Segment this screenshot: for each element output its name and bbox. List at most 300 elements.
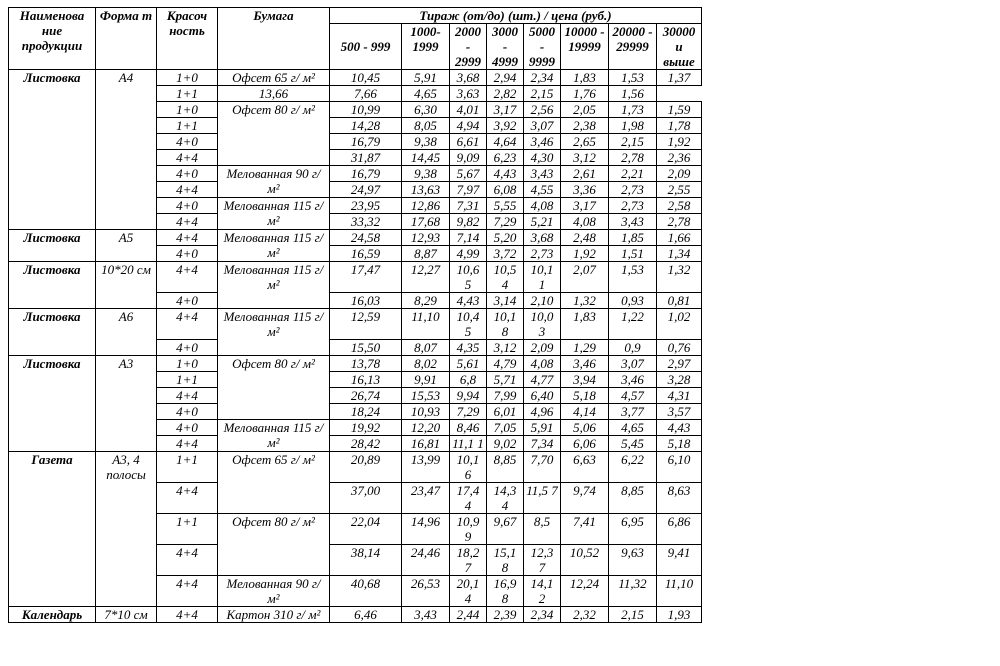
price-cell: 11,32 xyxy=(609,576,657,607)
price-cell: 14,96 xyxy=(402,514,450,545)
price-cell: 0,76 xyxy=(657,340,702,356)
price-cell: 5,55 xyxy=(487,198,524,214)
price-cell: 17,47 xyxy=(330,262,402,293)
price-cell: 3,92 xyxy=(487,118,524,134)
price-cell: 12,27 xyxy=(402,262,450,293)
price-cell: 2,05 xyxy=(561,102,609,118)
price-cell: 13,66 xyxy=(218,86,330,102)
price-cell: 1,66 xyxy=(657,230,702,246)
price-cell: 4,43 xyxy=(450,293,487,309)
price-cell: 7,97 xyxy=(450,182,487,198)
price-cell: 9,74 xyxy=(561,483,609,514)
header-range: 10000 - 19999 xyxy=(561,24,609,70)
price-cell: 10,1 6 xyxy=(450,452,487,483)
price-cell: 12,3 7 xyxy=(524,545,561,576)
price-cell: 5,18 xyxy=(657,436,702,452)
price-cell: 4,08 xyxy=(524,198,561,214)
format-cell: А3 xyxy=(96,356,157,452)
product-name-cell: Листовка xyxy=(9,309,96,356)
price-cell: 10,45 xyxy=(330,70,402,86)
price-cell: 2,82 xyxy=(487,86,524,102)
color-cell: 4+4 xyxy=(157,182,218,198)
price-cell: 9,82 xyxy=(450,214,487,230)
price-cell: 2,10 xyxy=(524,293,561,309)
price-cell: 1,98 xyxy=(609,118,657,134)
product-name-cell: Листовка xyxy=(9,230,96,262)
header-product: Наименова ние продукции xyxy=(9,8,96,70)
header-range: 2000 - 2999 xyxy=(450,24,487,70)
price-cell: 4,99 xyxy=(450,246,487,262)
paper-cell: Офсет 80 г/ м² xyxy=(218,514,330,576)
price-cell: 2,36 xyxy=(657,150,702,166)
price-cell: 4,79 xyxy=(487,356,524,372)
price-cell: 8,5 xyxy=(524,514,561,545)
price-cell: 19,92 xyxy=(330,420,402,436)
product-name-cell: Календарь xyxy=(9,607,96,623)
price-cell: 1,73 xyxy=(609,102,657,118)
product-name-cell: Газета xyxy=(9,452,96,607)
price-cell: 37,00 xyxy=(330,483,402,514)
price-cell: 12,86 xyxy=(402,198,450,214)
price-cell: 14,45 xyxy=(402,150,450,166)
price-cell: 7,41 xyxy=(561,514,609,545)
table-row xyxy=(9,309,702,340)
color-cell: 4+4 xyxy=(157,230,218,246)
price-cell: 2,97 xyxy=(657,356,702,372)
header-range: 5000 - 9999 xyxy=(524,24,561,70)
price-cell: 9,91 xyxy=(402,372,450,388)
table-row xyxy=(9,607,702,623)
price-cell: 16,13 xyxy=(330,372,402,388)
color-cell: 4+4 xyxy=(157,483,218,514)
price-cell: 15,50 xyxy=(330,340,402,356)
color-cell: 4+0 xyxy=(157,134,218,150)
price-cell: 16,59 xyxy=(330,246,402,262)
color-cell: 4+4 xyxy=(157,436,218,452)
price-cell: 3,07 xyxy=(609,356,657,372)
price-cell: 24,58 xyxy=(330,230,402,246)
price-cell: 16,9 8 xyxy=(487,576,524,607)
price-cell: 8,05 xyxy=(402,118,450,134)
price-cell: 20,1 4 xyxy=(450,576,487,607)
price-cell: 7,34 xyxy=(524,436,561,452)
price-cell: 4,65 xyxy=(609,420,657,436)
price-cell: 1,22 xyxy=(609,309,657,340)
color-cell: 1+1 xyxy=(157,372,218,388)
price-cell: 9,09 xyxy=(450,150,487,166)
price-cell: 2,07 xyxy=(561,262,609,293)
price-cell: 13,78 xyxy=(330,356,402,372)
price-cell: 6,01 xyxy=(487,404,524,420)
price-cell: 24,46 xyxy=(402,545,450,576)
price-table-container xyxy=(8,7,702,623)
price-cell: 1,37 xyxy=(657,70,702,86)
price-cell: 7,29 xyxy=(450,404,487,420)
price-cell: 3,46 xyxy=(524,134,561,150)
price-cell: 2,38 xyxy=(561,118,609,134)
paper-cell: Мелованная 115 г/ м² xyxy=(218,420,330,452)
price-cell: 2,09 xyxy=(657,166,702,182)
price-cell: 9,41 xyxy=(657,545,702,576)
price-cell: 3,46 xyxy=(609,372,657,388)
price-cell: 2,39 xyxy=(487,607,524,623)
price-cell: 7,66 xyxy=(330,86,402,102)
price-cell: 16,03 xyxy=(330,293,402,309)
price-cell: 7,70 xyxy=(524,452,561,483)
price-cell: 3,72 xyxy=(487,246,524,262)
price-cell: 4,35 xyxy=(450,340,487,356)
price-cell: 0,93 xyxy=(609,293,657,309)
price-cell: 2,34 xyxy=(524,607,561,623)
paper-cell: Офсет 80 г/ м² xyxy=(218,356,330,420)
format-cell: А4 xyxy=(96,70,157,230)
color-cell: 1+0 xyxy=(157,70,218,86)
price-cell: 3,17 xyxy=(487,102,524,118)
price-cell: 3,94 xyxy=(561,372,609,388)
price-cell: 14,28 xyxy=(330,118,402,134)
header-paper: Бумага xyxy=(218,8,330,70)
price-cell: 6,23 xyxy=(487,150,524,166)
price-cell: 3,36 xyxy=(561,182,609,198)
price-cell: 5,20 xyxy=(487,230,524,246)
price-cell: 11,1 1 xyxy=(450,436,487,452)
price-cell: 4,57 xyxy=(609,388,657,404)
price-cell: 10,52 xyxy=(561,545,609,576)
price-cell: 8,63 xyxy=(657,483,702,514)
price-cell: 14,3 4 xyxy=(487,483,524,514)
price-cell: 12,59 xyxy=(330,309,402,340)
price-cell: 8,87 xyxy=(402,246,450,262)
product-name-cell: Листовка xyxy=(9,262,96,309)
price-cell: 3,14 xyxy=(487,293,524,309)
price-cell: 4,65 xyxy=(402,86,450,102)
price-cell: 13,99 xyxy=(402,452,450,483)
color-cell: 1+1 xyxy=(157,514,218,545)
price-cell: 10,5 4 xyxy=(487,262,524,293)
price-cell: 4,14 xyxy=(561,404,609,420)
color-cell: 4+4 xyxy=(157,262,218,293)
color-cell: 4+0 xyxy=(157,340,218,356)
price-cell: 4,08 xyxy=(524,356,561,372)
price-cell: 3,63 xyxy=(450,86,487,102)
price-cell: 8,46 xyxy=(450,420,487,436)
price-cell: 2,48 xyxy=(561,230,609,246)
price-cell: 14,1 2 xyxy=(524,576,561,607)
price-cell: 1,92 xyxy=(657,134,702,150)
price-cell: 7,14 xyxy=(450,230,487,246)
price-cell: 2,73 xyxy=(609,182,657,198)
price-cell: 1,02 xyxy=(657,309,702,340)
price-cell: 7,31 xyxy=(450,198,487,214)
price-cell: 2,73 xyxy=(609,198,657,214)
price-cell: 4,31 xyxy=(657,388,702,404)
price-cell: 3,43 xyxy=(524,166,561,182)
price-cell: 8,85 xyxy=(609,483,657,514)
price-cell: 3,77 xyxy=(609,404,657,420)
price-cell: 15,53 xyxy=(402,388,450,404)
price-cell: 0,9 xyxy=(609,340,657,356)
paper-cell: Офсет 65 г/ м² xyxy=(218,70,330,86)
price-cell: 1,53 xyxy=(609,262,657,293)
price-cell: 6,10 xyxy=(657,452,702,483)
price-cell: 17,68 xyxy=(402,214,450,230)
price-cell: 2,15 xyxy=(609,134,657,150)
table-row xyxy=(9,452,702,483)
price-cell: 1,59 xyxy=(657,102,702,118)
price-cell: 6,08 xyxy=(487,182,524,198)
price-cell: 18,24 xyxy=(330,404,402,420)
price-cell: 23,95 xyxy=(330,198,402,214)
price-cell: 28,42 xyxy=(330,436,402,452)
price-cell: 3,17 xyxy=(561,198,609,214)
price-cell: 31,87 xyxy=(330,150,402,166)
price-cell: 10,1 1 xyxy=(524,262,561,293)
color-cell: 4+4 xyxy=(157,150,218,166)
price-cell: 6,8 xyxy=(450,372,487,388)
color-cell: 1+0 xyxy=(157,356,218,372)
price-cell: 6,30 xyxy=(402,102,450,118)
price-cell: 4,43 xyxy=(487,166,524,182)
price-cell: 10,9 9 xyxy=(450,514,487,545)
price-cell: 7,29 xyxy=(487,214,524,230)
price-cell: 9,94 xyxy=(450,388,487,404)
color-cell: 4+0 xyxy=(157,404,218,420)
color-cell: 1+0 xyxy=(157,102,218,118)
price-cell: 10,99 xyxy=(330,102,402,118)
price-cell: 2,73 xyxy=(524,246,561,262)
price-cell: 9,02 xyxy=(487,436,524,452)
color-cell: 4+4 xyxy=(157,214,218,230)
header-range: 3000 - 4999 xyxy=(487,24,524,70)
price-cell: 2,15 xyxy=(609,607,657,623)
price-cell: 16,79 xyxy=(330,134,402,150)
price-cell: 3,57 xyxy=(657,404,702,420)
price-cell: 4,30 xyxy=(524,150,561,166)
price-cell: 4,64 xyxy=(487,134,524,150)
price-cell: 3,28 xyxy=(657,372,702,388)
price-cell: 1,85 xyxy=(609,230,657,246)
price-cell: 12,24 xyxy=(561,576,609,607)
price-cell: 18,2 7 xyxy=(450,545,487,576)
price-cell: 12,20 xyxy=(402,420,450,436)
price-cell: 1,53 xyxy=(609,70,657,86)
format-cell: 10*20 см xyxy=(96,262,157,309)
price-cell: 26,74 xyxy=(330,388,402,404)
price-cell: 7,05 xyxy=(487,420,524,436)
price-cell: 1,92 xyxy=(561,246,609,262)
price-cell: 1,56 xyxy=(609,86,657,102)
price-cell: 6,86 xyxy=(657,514,702,545)
paper-cell: Картон 310 г/ м² xyxy=(218,607,330,623)
price-cell: 1,83 xyxy=(561,309,609,340)
price-cell: 15,1 8 xyxy=(487,545,524,576)
price-cell: 4,94 xyxy=(450,118,487,134)
price-cell: 10,4 5 xyxy=(450,309,487,340)
price-cell: 2,34 xyxy=(524,70,561,86)
color-cell: 4+4 xyxy=(157,545,218,576)
price-table xyxy=(8,7,702,623)
price-cell: 3,12 xyxy=(487,340,524,356)
price-cell: 11,5 7 xyxy=(524,483,561,514)
price-cell: 6,46 xyxy=(330,607,402,623)
price-cell: 6,22 xyxy=(609,452,657,483)
header-range: 20000 - 29999 xyxy=(609,24,657,70)
paper-cell: Мелованная 115 г/ м² xyxy=(218,309,330,356)
price-cell: 5,67 xyxy=(450,166,487,182)
price-cell: 20,89 xyxy=(330,452,402,483)
price-cell: 4,55 xyxy=(524,182,561,198)
price-cell: 16,81 xyxy=(402,436,450,452)
price-cell: 4,43 xyxy=(657,420,702,436)
header-row-1 xyxy=(9,8,702,24)
price-cell: 11,10 xyxy=(402,309,450,340)
price-cell: 9,63 xyxy=(609,545,657,576)
price-cell: 9,38 xyxy=(402,166,450,182)
price-cell: 0,81 xyxy=(657,293,702,309)
price-cell: 2,56 xyxy=(524,102,561,118)
product-name-cell: Листовка xyxy=(9,356,96,452)
price-cell: 2,58 xyxy=(657,198,702,214)
price-cell: 3,43 xyxy=(402,607,450,623)
price-cell: 2,65 xyxy=(561,134,609,150)
color-cell: 4+0 xyxy=(157,246,218,262)
price-cell: 2,78 xyxy=(657,214,702,230)
price-cell: 1,93 xyxy=(657,607,702,623)
color-cell: 4+4 xyxy=(157,309,218,340)
price-cell: 2,78 xyxy=(609,150,657,166)
price-cell: 8,07 xyxy=(402,340,450,356)
price-cell: 8,29 xyxy=(402,293,450,309)
paper-cell: Мелованная 90 г/ м² xyxy=(218,576,330,607)
paper-cell: Мелованная 115 г/ м² xyxy=(218,198,330,230)
color-cell: 4+4 xyxy=(157,576,218,607)
price-cell: 1,51 xyxy=(609,246,657,262)
price-cell: 1,78 xyxy=(657,118,702,134)
format-cell: 7*10 см xyxy=(96,607,157,623)
price-cell: 3,68 xyxy=(450,70,487,86)
price-cell: 5,21 xyxy=(524,214,561,230)
price-cell: 8,85 xyxy=(487,452,524,483)
header-format: Форма т xyxy=(96,8,157,70)
color-cell: 4+0 xyxy=(157,166,218,182)
price-cell: 22,04 xyxy=(330,514,402,545)
header-range: 30000 и выше xyxy=(657,24,702,70)
color-cell: 1+1 xyxy=(157,86,218,102)
price-cell: 5,71 xyxy=(487,372,524,388)
price-cell: 2,15 xyxy=(524,86,561,102)
price-cell: 9,67 xyxy=(487,514,524,545)
paper-cell: Офсет 65 г/ м² xyxy=(218,452,330,514)
paper-cell: Мелованная 90 г/ м² xyxy=(218,166,330,198)
price-cell: 3,68 xyxy=(524,230,561,246)
price-cell: 3,46 xyxy=(561,356,609,372)
format-cell: А5 xyxy=(96,230,157,262)
color-cell: 4+0 xyxy=(157,198,218,214)
price-cell: 6,95 xyxy=(609,514,657,545)
price-cell: 12,93 xyxy=(402,230,450,246)
color-cell: 1+1 xyxy=(157,118,218,134)
price-cell: 5,91 xyxy=(524,420,561,436)
price-cell: 5,91 xyxy=(402,70,450,86)
price-cell: 6,06 xyxy=(561,436,609,452)
price-cell: 2,09 xyxy=(524,340,561,356)
price-cell: 38,14 xyxy=(330,545,402,576)
price-cell: 3,43 xyxy=(609,214,657,230)
price-cell: 5,45 xyxy=(609,436,657,452)
table-row xyxy=(9,230,702,246)
price-cell: 3,12 xyxy=(561,150,609,166)
price-cell: 2,21 xyxy=(609,166,657,182)
price-cell: 6,63 xyxy=(561,452,609,483)
price-cell: 16,79 xyxy=(330,166,402,182)
price-cell: 24,97 xyxy=(330,182,402,198)
price-cell: 6,40 xyxy=(524,388,561,404)
price-cell: 10,93 xyxy=(402,404,450,420)
price-cell: 10,0 3 xyxy=(524,309,561,340)
price-cell: 1,76 xyxy=(561,86,609,102)
price-cell: 9,38 xyxy=(402,134,450,150)
color-cell: 1+1 xyxy=(157,452,218,483)
price-cell: 1,83 xyxy=(561,70,609,86)
price-cell: 1,29 xyxy=(561,340,609,356)
price-table-body xyxy=(9,70,702,623)
product-name-cell: Листовка xyxy=(9,70,96,230)
price-cell: 8,02 xyxy=(402,356,450,372)
header-range: 1000- 1999 xyxy=(402,24,450,70)
price-cell: 5,18 xyxy=(561,388,609,404)
price-cell: 40,68 xyxy=(330,576,402,607)
table-row xyxy=(9,70,702,86)
price-cell: 2,94 xyxy=(487,70,524,86)
price-cell: 1,32 xyxy=(657,262,702,293)
price-cell: 17,4 4 xyxy=(450,483,487,514)
price-cell: 13,63 xyxy=(402,182,450,198)
header-run-price: Тираж (от/до) (шт.) / цена (руб.) xyxy=(330,8,702,24)
price-cell: 23,47 xyxy=(402,483,450,514)
price-cell: 4,08 xyxy=(561,214,609,230)
price-cell: 4,01 xyxy=(450,102,487,118)
format-cell: А3, 4 полосы xyxy=(96,452,157,607)
table-row xyxy=(9,262,702,293)
header-color: Красоч ность xyxy=(157,8,218,70)
price-cell: 10,1 8 xyxy=(487,309,524,340)
price-cell: 3,07 xyxy=(524,118,561,134)
price-cell: 26,53 xyxy=(402,576,450,607)
paper-cell: Офсет 80 г/ м² xyxy=(218,102,330,166)
price-cell: 2,61 xyxy=(561,166,609,182)
paper-cell: Мелованная 115 г/ м² xyxy=(218,262,330,309)
price-cell: 2,55 xyxy=(657,182,702,198)
paper-cell: Мелованная 115 г/ м² xyxy=(218,230,330,262)
price-cell: 7,99 xyxy=(487,388,524,404)
price-cell: 4,77 xyxy=(524,372,561,388)
header-range: 500 - 999 xyxy=(330,24,402,70)
color-cell: 4+4 xyxy=(157,607,218,623)
price-cell: 1,34 xyxy=(657,246,702,262)
price-cell: 6,61 xyxy=(450,134,487,150)
price-cell: 4,96 xyxy=(524,404,561,420)
color-cell: 4+4 xyxy=(157,388,218,404)
price-cell: 11,10 xyxy=(657,576,702,607)
format-cell: А6 xyxy=(96,309,157,356)
price-cell: 10,6 5 xyxy=(450,262,487,293)
price-cell: 2,32 xyxy=(561,607,609,623)
color-cell: 4+0 xyxy=(157,420,218,436)
color-cell: 4+0 xyxy=(157,293,218,309)
price-cell: 2,44 xyxy=(450,607,487,623)
price-cell: 5,06 xyxy=(561,420,609,436)
table-row xyxy=(9,356,702,372)
